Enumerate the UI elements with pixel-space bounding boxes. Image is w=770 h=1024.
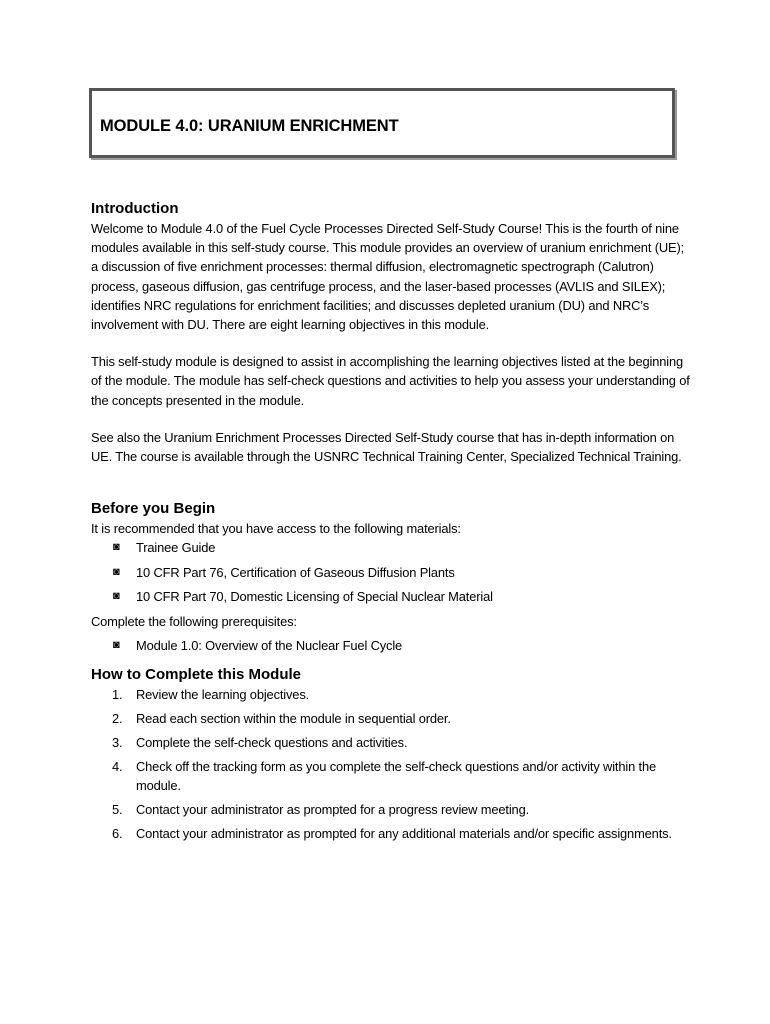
step-text: Complete the self-check questions and activities. xyxy=(136,735,408,751)
step-text: Check off the tracking form as you complete the self-check questions and/or activity within the module. xyxy=(136,759,657,794)
step-number: 6. xyxy=(112,826,123,842)
material-text: 10 CFR Part 70, Domestic Licensing of Special Nuclear Material xyxy=(136,589,493,605)
bullet-icon: ◙ xyxy=(113,590,120,603)
list-item xyxy=(91,757,691,795)
before-you-begin-heading: Before you Begin xyxy=(91,500,216,518)
step-number: 1. xyxy=(112,687,123,703)
list-item xyxy=(91,800,691,819)
list-item xyxy=(91,709,691,728)
step-text: Review the learning objectives. xyxy=(136,687,310,703)
bullet-icon: ◙ xyxy=(113,639,120,652)
prerequisites-list xyxy=(91,636,691,655)
materials-intro: It is recommended that you have access to the following materials: xyxy=(91,521,461,537)
introduction-heading: Introduction xyxy=(91,200,179,217)
list-item xyxy=(91,733,691,752)
intro-paragraph-1: Welcome to Module 4.0 of the Fuel Cycle Processes Directed Self-Study Course! This is the fourth of nine modules available in this self-study course. This module provides an overview of uranium enrichment (UE); a discussion of five enrichment processes: thermal diffusion, electromagnetic spectrograph (Calutron) process, gaseous diffusion, gas centrifuge process, and the laser-based processes (AVLIS and SILEX); identifies NRC regulations for enrichment facilities; and discusses depleted uranium (DU) and NRC’s involvement with DU. There are eight learning objectives in this module. xyxy=(91,221,685,333)
bullet-icon: ◙ xyxy=(113,565,120,578)
material-text: Trainee Guide xyxy=(136,540,216,556)
step-number: 4. xyxy=(112,759,123,775)
materials-list xyxy=(91,538,691,606)
material-text: 10 CFR Part 76, Certification of Gaseous Diffusion Plants xyxy=(136,564,455,580)
how-to-complete-heading: How to Complete this Module xyxy=(91,666,301,684)
document-body xyxy=(91,199,691,848)
list-item xyxy=(91,563,691,582)
step-number: 5. xyxy=(112,802,123,818)
list-item xyxy=(91,587,691,606)
steps-list xyxy=(91,685,691,843)
list-item xyxy=(91,538,691,557)
prerequisite-text: Module 1.0: Overview of the Nuclear Fuel Cycle xyxy=(136,638,403,654)
prerequisites-intro: Complete the following prerequisites: xyxy=(91,613,297,629)
intro-paragraph-2: This self-study module is designed to assist in accomplishing the learning objectives listed at the beginning of the module. The module has self-check questions and activities to help you assess your understanding of the concepts presented in the module. xyxy=(91,354,690,408)
list-item xyxy=(91,824,691,843)
step-number: 3. xyxy=(112,735,123,751)
module-title: MODULE 4.0: URANIUM ENRICHMENT xyxy=(100,117,399,135)
step-text: Contact your administrator as prompted for any additional materials and/or specific assignments. xyxy=(136,826,672,842)
list-item xyxy=(91,685,691,704)
step-number: 2. xyxy=(112,711,123,727)
bullet-icon: ◙ xyxy=(113,541,120,554)
step-text: Read each section within the module in sequential order. xyxy=(136,711,451,727)
intro-paragraph-3: See also the Uranium Enrichment Processes Directed Self-Study course that has in-depth information on UE. The course is available through the USNRC Technical Training Center, Specialized Technical Training. xyxy=(91,429,682,465)
module-title-box xyxy=(89,88,675,158)
list-item xyxy=(91,636,691,655)
step-text: Contact your administrator as prompted for a progress review meeting. xyxy=(136,802,530,818)
